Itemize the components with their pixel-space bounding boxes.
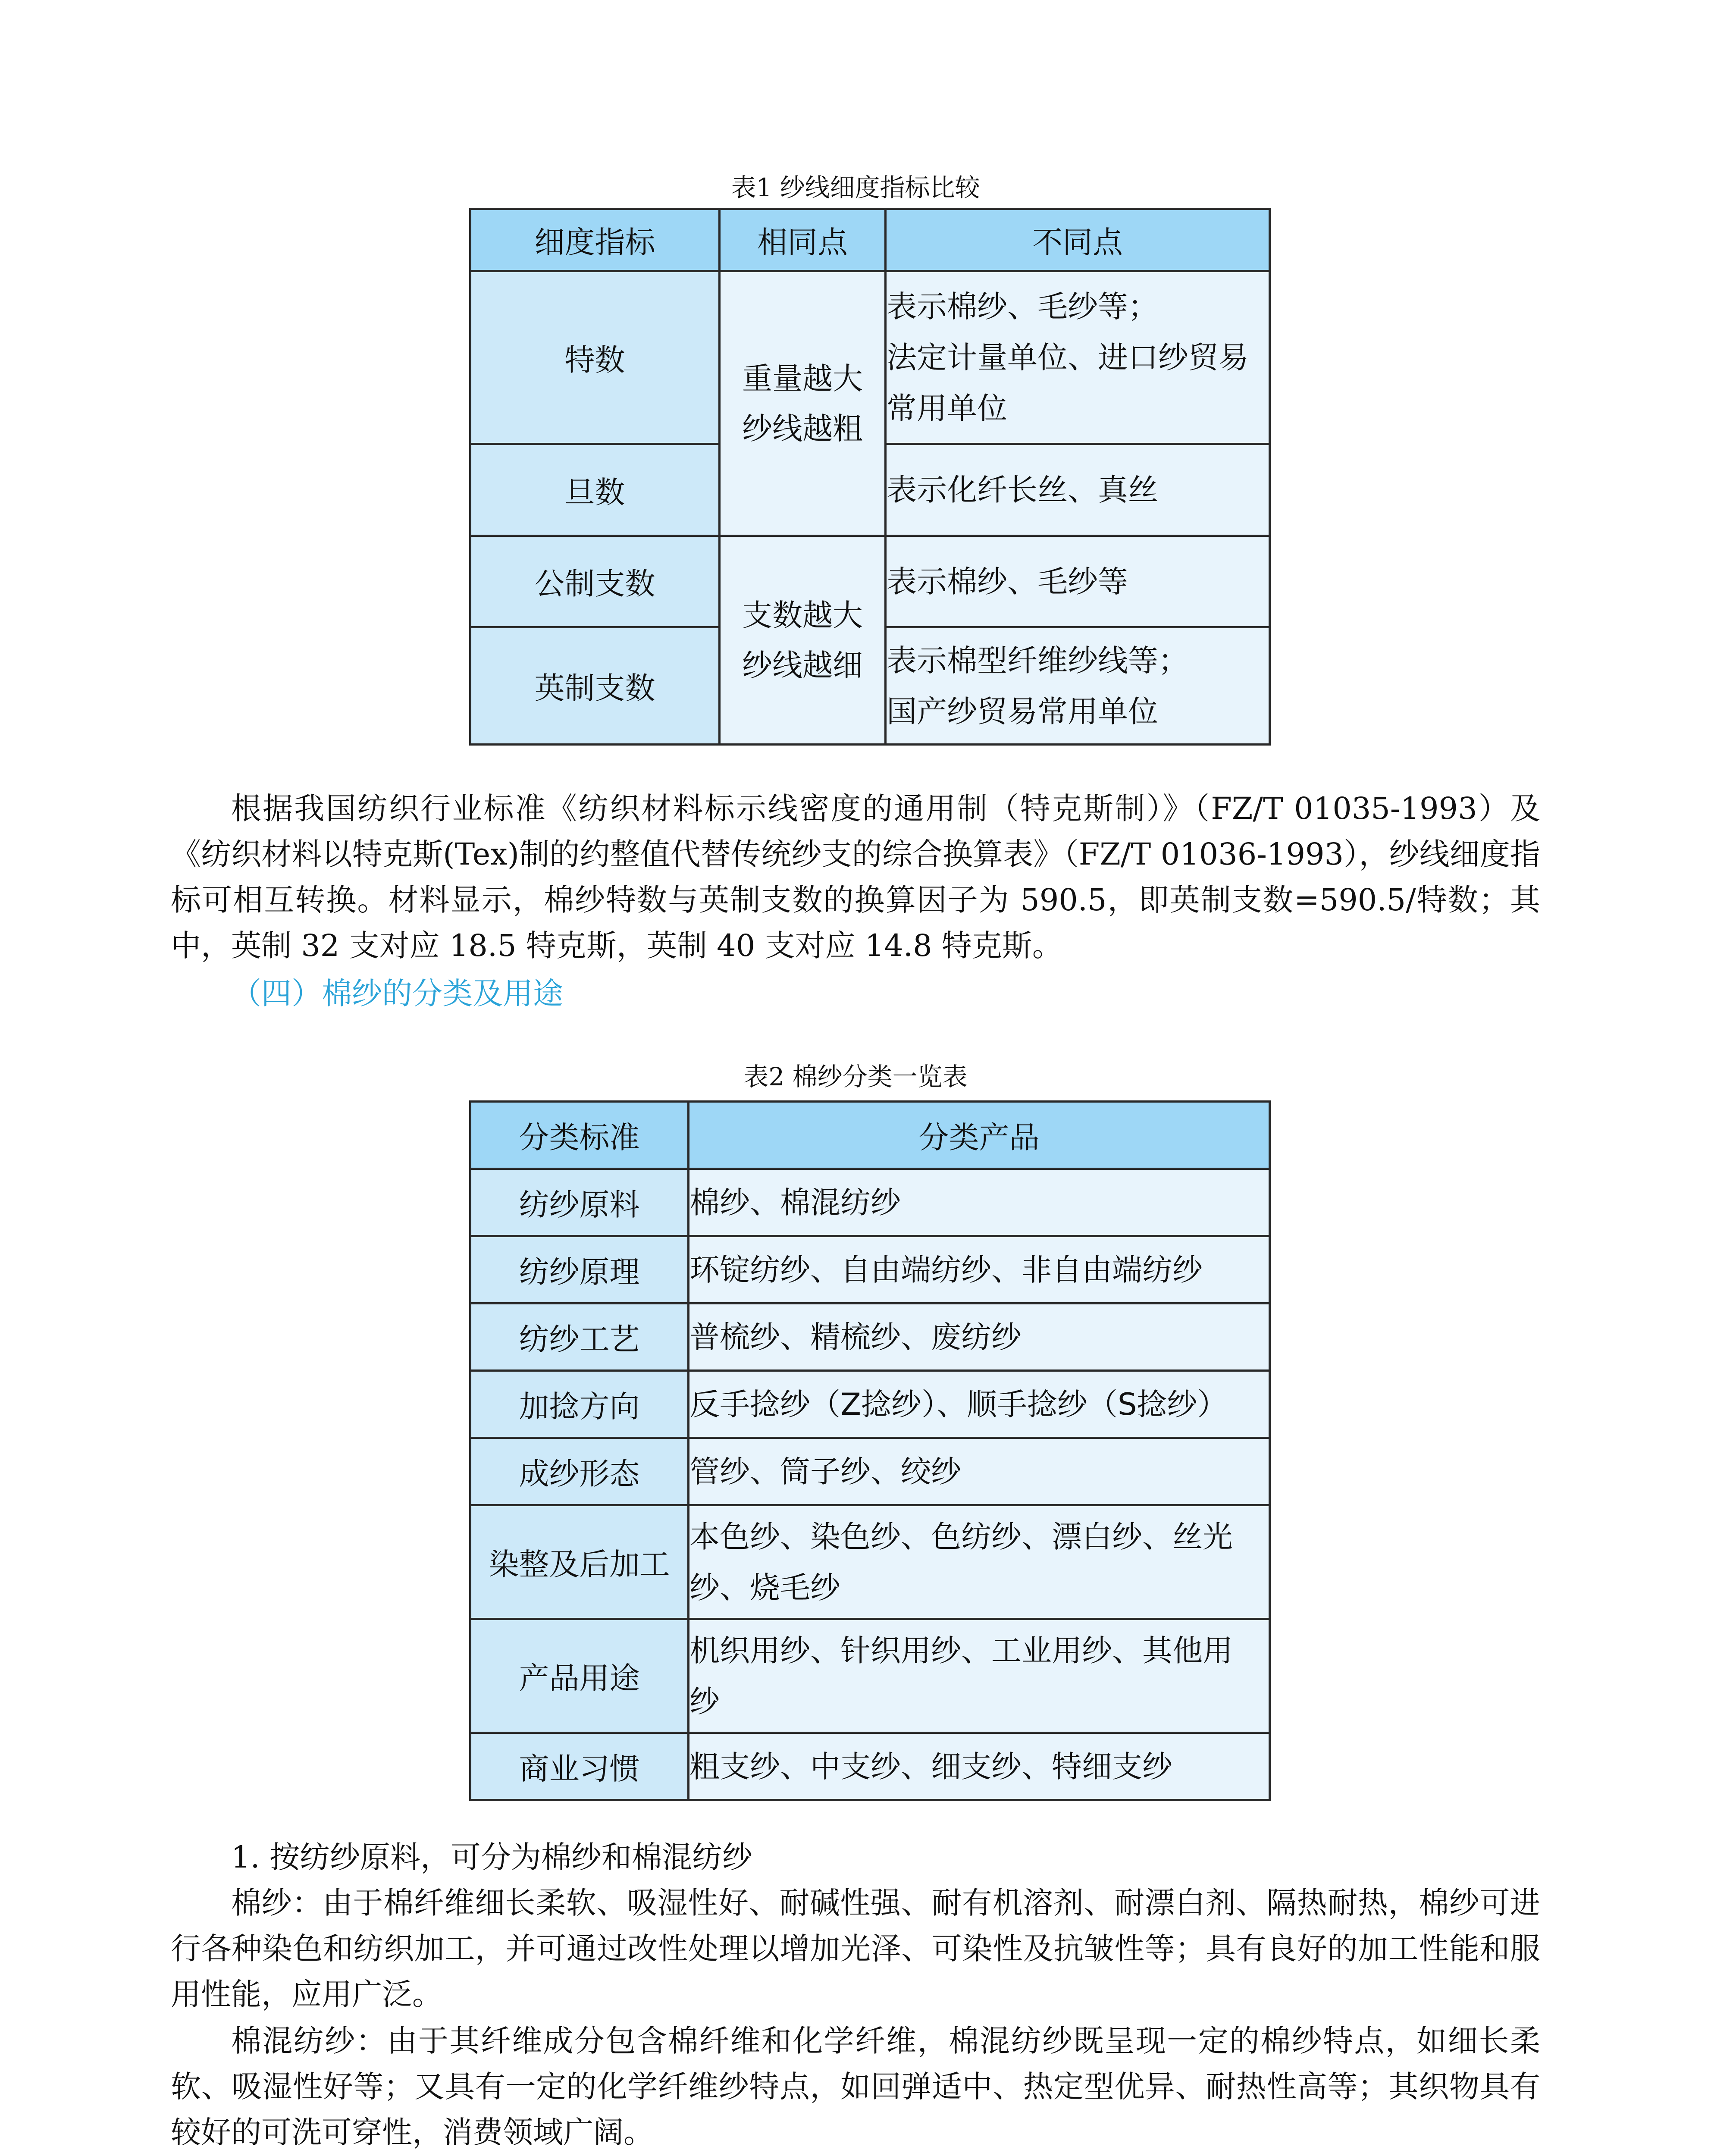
table2-row-std: 纺纱原理 [470,1236,689,1304]
table2-caption: 表2 棉纱分类一览表 [743,1062,968,1091]
table1-caption: 表1 纱线细度指标比较 [731,173,980,202]
table2-row-std: 产品用途 [470,1619,689,1733]
table2-row-prod: 粗支纱、中支纱、细支纱、特细支纱 [689,1733,1270,1800]
table1-index-cell: 特数 [470,271,720,444]
yarn-fineness-table [469,208,1271,746]
paragraph-cotton-yarn: 棉纱：由于棉纤维细长柔软、吸湿性好、耐碱性强、耐有机溶剂、耐漂白剂、隔热耐热，棉纱可进行各种染色和纺织加工，并可通过改性处理以增加光泽、可染性及抗皱性等；具有良好的加工性能和服用性能，应用广泛。 [171,1885,1540,2012]
table2-row-prod: 管纱、筒子纱、绞纱 [689,1438,1270,1505]
table1-index-cell: 英制支数 [470,627,720,745]
table2-row-std: 染整及后加工 [470,1505,689,1619]
table1-diff-cell: 表示棉型纤维纱线等； 国产纱贸易常用单位 [886,627,1270,745]
table2-row-std: 纺纱原料 [470,1169,689,1236]
table2-row-std: 加捻方向 [470,1371,689,1438]
table1-header-common: 相同点 [720,209,886,271]
table1-header-diff: 不同点 [886,209,1270,271]
list-item-1: 1. 按纺纱原料，可分为棉纱和棉混纺纱 [231,1839,753,1875]
table1-common-cell: 支数越大 纱线越细 [720,536,886,745]
table1-diff-cell: 表示棉纱、毛纱等 [886,536,1270,627]
table2-row-std: 商业习惯 [470,1733,689,1800]
table1-index-cell: 公制支数 [470,536,720,627]
table1-diff-cell: 表示棉纱、毛纱等； 法定计量单位、进口纱贸易 常用单位 [886,271,1270,444]
paragraph-conversion: 根据我国纺织行业标准《纺织材料标示线密度的通用制（特克斯制）》（FZ/T 01035-1993）及《纺织材料以特克斯(Tex)制的约整值代替传统纱支的综合换算表》（FZ/T 01036-1993），纱线细度指标可相互转换。材料显示，棉纱特数与英制支数的换算因子为 590.5，即英制支数=590.5/特数；其中，英制 32 支对应 18.5 特克斯，英制 40 支对应 14.8 特克斯。 [171,791,1540,963]
table2-row-prod: 反手捻纱（Z捻纱）、顺手捻纱（S捻纱） [689,1371,1270,1438]
table2-row-prod: 机织用纱、针织用纱、工业用纱、其他用 纱 [689,1619,1270,1733]
table1-diff-cell: 表示化纤长丝、真丝 [886,444,1270,536]
table2-row-prod: 本色纱、染色纱、色纺纱、漂白纱、丝光 纱、烧毛纱 [689,1505,1270,1619]
table1-index-cell: 旦数 [470,444,720,536]
table1-common-cell: 重量越大 纱线越粗 [720,271,886,536]
table2-header-prod: 分类产品 [689,1102,1270,1169]
paragraph-blended-yarn: 棉混纺纱：由于其纤维成分包含棉纤维和化学纤维，棉混纺纱既呈现一定的棉纱特点，如细长柔软、吸湿性好等；又具有一定的化学纤维纱特点，如回弹适中、热定型优异、耐热性高等；其织物具有较好的可洗可穿性，消费领域广阔。 [171,2023,1540,2150]
table2-row-prod: 棉纱、棉混纺纱 [689,1169,1270,1236]
table2-row-std: 成纱形态 [470,1438,689,1505]
cotton-yarn-classification-table [469,1100,1271,1801]
table1-header-index: 细度指标 [470,209,720,271]
section-heading-cotton-yarn-classification: （四）棉纱的分类及用途 [231,976,563,1011]
table2-header-std: 分类标准 [470,1102,689,1169]
table2-row-prod: 环锭纺纱、自由端纺纱、非自由端纺纱 [689,1236,1270,1304]
table2-row-prod: 普梳纱、精梳纱、废纺纱 [689,1304,1270,1371]
table2-row-std: 纺纱工艺 [470,1304,689,1371]
